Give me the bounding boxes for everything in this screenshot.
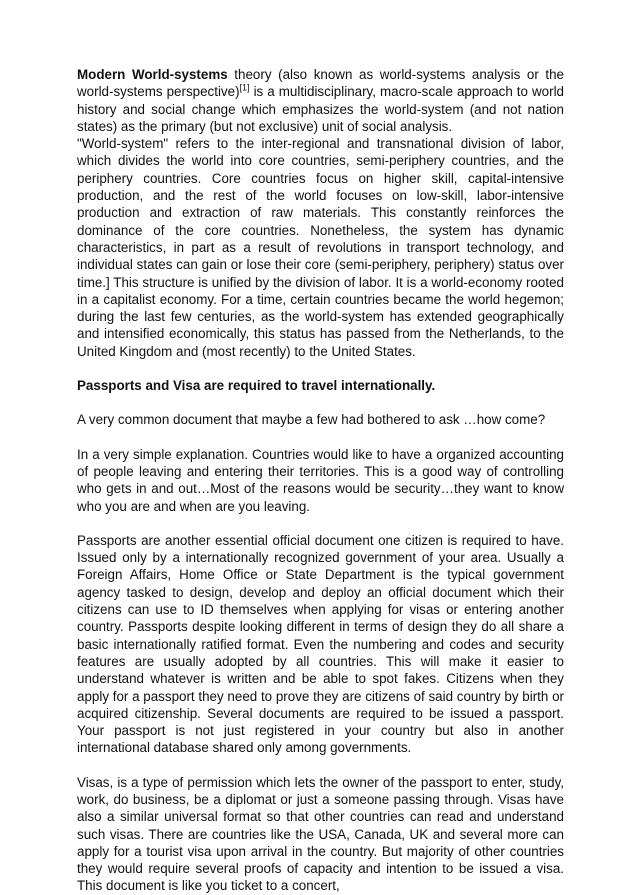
common-document-paragraph: A very common document that maybe a few had bothered to ask …how come? [77,412,546,428]
document-page [77,66,564,895]
citation-sup: [1] [239,82,250,93]
passports-paragraph: Passports are another essential official document one citizen is required to have. Issued only by a internationally recognized government of your area. Usually a Foreign Affairs, Home Office or State Department is the typical government agency tasked to design, develop and deploy an official document which their citizens can use to ID themselves when applying for visas or entering another country. Passports despite looking different in terms of design they do all share a basic internationally ratified format. Even the numbering and codes and security features are usually adopted by all countries. This will make it easier to understand whatever is written and be able to spot fakes. Citizens when they apply for a passport they need to prove they are citizens of said country by birth or acquired citizenship. Several documents are required to be issued a passport. Your passport is not just registered in your country but also in another international database shared only among governments. [77,532,564,756]
section-heading: Passports and Visa are required to travel internationally. [77,378,436,394]
world-systems-term: Modern World-systems [77,67,228,82]
intro-text-part2: is a multidisciplinary, macro-scale approach to world history and social change which emphasizes the world-system (and not nation states) as the primary (but not exclusive) unit of social analysis. [77,84,564,134]
world-system-paragraph: "World-system" refers to the inter-regional and transnational division of labor, which divides the world into core countries, semi-periphery countries, and the periphery countries. Core countries focus on higher skill, capital-intensive production, and the rest of the world focuses on low-skill, labor-intensive production and extraction of raw materials. This constantly reinforces the dominance of the core countries. Nonetheless, the system has dynamic characteristics, in part as a result of revolutions in transport technology, and individual states can gain or lose their core (semi-periphery, periphery) status over time.] This structure is unified by the division of labor. It is a world-economy rooted in a capitalist economy. For a time, certain countries became the world hegemon; during the last few centuries, as the world-system has extended geographically and intensified economically, this status has passed from the Netherlands, to the United Kingdom and (most recently) to the United States. [77,136,564,359]
explanation-paragraph: In a very simple explanation. Countries would like to have a organized accounting of people leaving and entering their territories. This is a good way of controlling who gets in and out…Most of the reasons would be security…they want to know who you are and when are you leaving. [77,446,564,514]
intro-paragraph [77,66,564,135]
visas-paragraph: Visas, is a type of permission which lets the owner of the passport to enter, study, work, do business, be a diplomat or just a someone passing through. Visas have also a similar universal format so that other countries can read and understand such visas. There are countries like the USA, Canada, UK and several more can apply for a tourist visa upon arrival in the country. But majority of other countries they would require several proofs of capacity and intention to be issued a visa. This document is like you ticket to a concert, [77,774,564,894]
intro-text-part1: theory (also known as world-systems analysis or the world-systems perspective) [77,67,564,100]
